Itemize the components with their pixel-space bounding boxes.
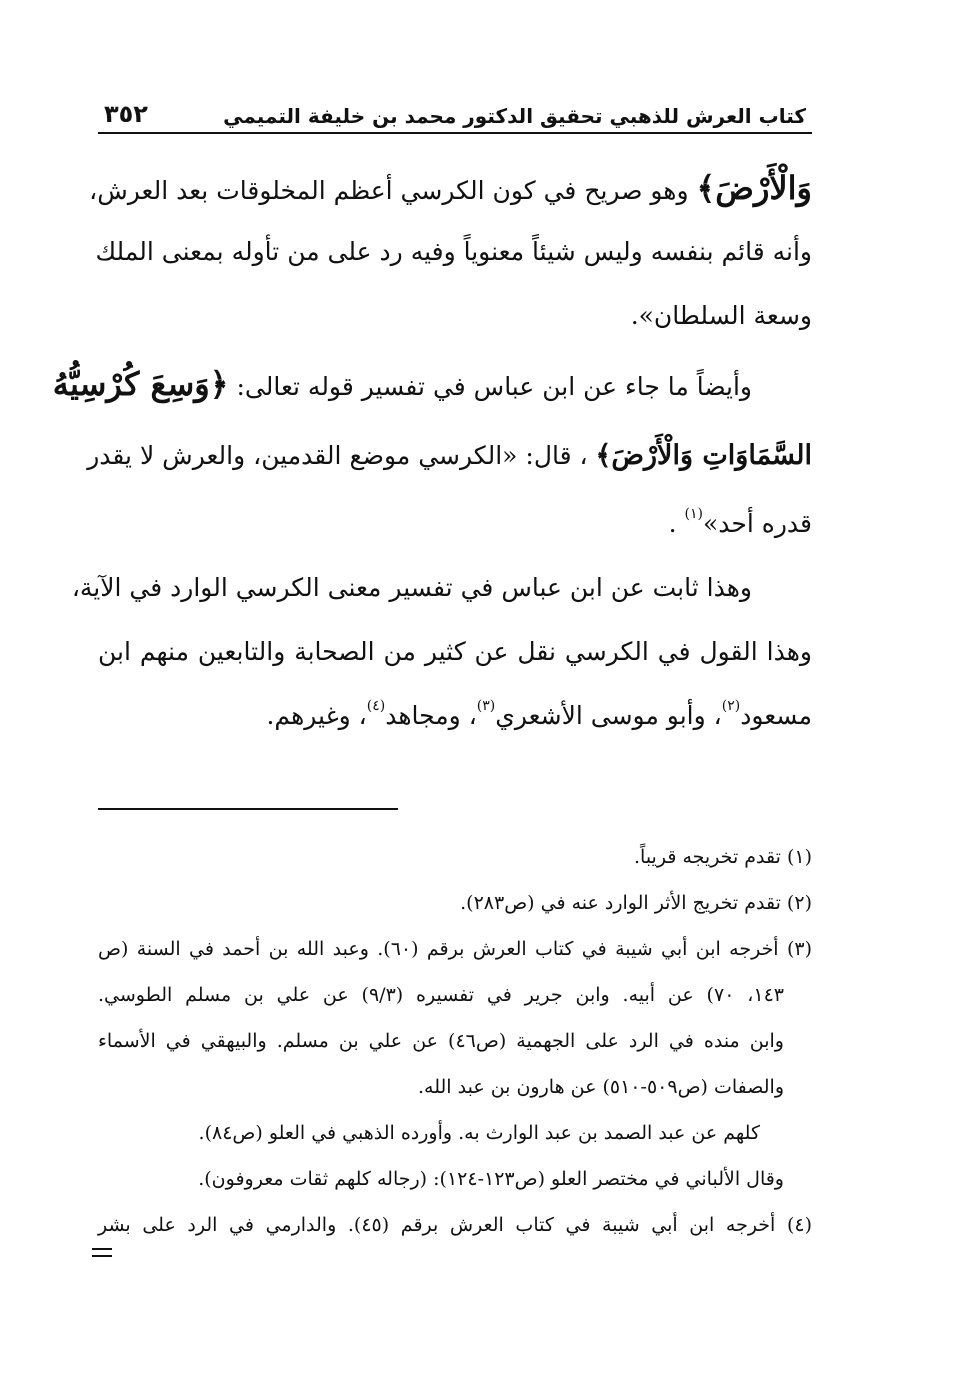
footnote-line: (١) تقدم تخريجه قريباً.	[634, 846, 812, 868]
footnote-separator	[98, 808, 398, 810]
text-line: وسعة السلطان».	[630, 301, 812, 330]
footnote-line: وقال الألباني في مختصر العلو (ص١٢٣-١٢٤): (رجاله كلهم ثقات معروفون).	[198, 1168, 784, 1190]
text-line: وهذا ثابت عن ابن عباس في تفسير معنى الكرسي الوارد في الآية،	[71, 573, 752, 602]
text-span: قدره أحد»	[702, 509, 812, 538]
text-span: ، ومجاهد	[385, 701, 477, 730]
text-line: وهذا القول في الكرسي نقل عن كثير من الصحابة والتابعين منهم ابن	[98, 637, 812, 666]
text-line	[98, 492, 812, 556]
text-span: ، وغيرهم.	[266, 701, 367, 730]
text-line	[52, 348, 812, 420]
running-header	[98, 92, 812, 134]
footnote-line: (٤) أخرجه ابن أبي شيبة في كتاب العرش برقم (٤٥). والدارمي في الرد على بشر	[98, 1214, 812, 1236]
footnote-ref: (١)	[684, 506, 703, 522]
main-text	[52, 156, 812, 748]
quran-verse: ﴿وَسِعَ كُرْسِيُّهُ	[52, 365, 229, 403]
footnote-line: وابن منده في الرد على الجهمية (ص٤٦) عن علي بن مسلم. والبيهقي في الأسماء	[98, 1030, 784, 1052]
text-span: وأيضاً ما جاء عن ابن عباس في تفسير قوله تعالى:	[236, 372, 752, 401]
footnote-ref: (٤)	[366, 698, 386, 714]
text-line: وأنه قائم بنفسه وليس شيئاً معنوياً وفيه رد على من تأوله بمعنى الملك	[95, 237, 812, 266]
quran-verse: السَّمَاوَاتِ وَالْأَرْضَ﴾	[595, 440, 812, 471]
footnote-line: والصفات (ص٥٠٩-٥١٠) عن هارون بن عبد الله.	[417, 1076, 784, 1098]
footnote-ref: (٣)	[476, 698, 496, 714]
text-span: ، وأبو موسى الأشعري	[495, 701, 722, 730]
continuation-mark	[92, 1248, 112, 1262]
text-span: مسعود	[740, 701, 812, 730]
page-number: ٣٥٢	[104, 100, 148, 128]
text-span: وهو صريح في كون الكرسي أعظم المخلوقات بعد العرش،	[89, 176, 689, 205]
text-span: ، قال: «الكرسي موضع القدمين، والعرش لا يقدر	[87, 441, 588, 470]
running-title: كتاب العرش للذهبي تحقيق الدكتور محمد بن خليفة التميمي	[223, 104, 806, 128]
footnote-line: كلهم عن عبد الصمد بن عبد الوارث به. وأورده الذهبي في العلو (ص٨٤).	[198, 1122, 760, 1144]
footnote-ref: (٢)	[721, 698, 741, 714]
text-line	[87, 420, 812, 492]
quran-verse: وَالْأَرْضَ﴾	[696, 169, 812, 207]
footnote-line: ١٤٣، ٧٠) عن أبيه. وابن جرير في تفسيره (٩/٣) عن علي بن مسلم الطوسي.	[98, 984, 785, 1006]
book-page	[52, 92, 812, 1248]
footnotes	[98, 834, 812, 1248]
footnote-line: (٣) أخرجه ابن أبي شيبة في كتاب العرش برقم (٦٠). وعبد الله بن أحمد في السنة (ص	[98, 938, 812, 960]
text-line	[89, 156, 812, 220]
text-span: .	[668, 509, 677, 538]
text-line	[98, 684, 812, 748]
footnote-line: (٢) تقدم تخريج الأثر الوارد عنه في (ص٢٨٣).	[460, 892, 812, 914]
